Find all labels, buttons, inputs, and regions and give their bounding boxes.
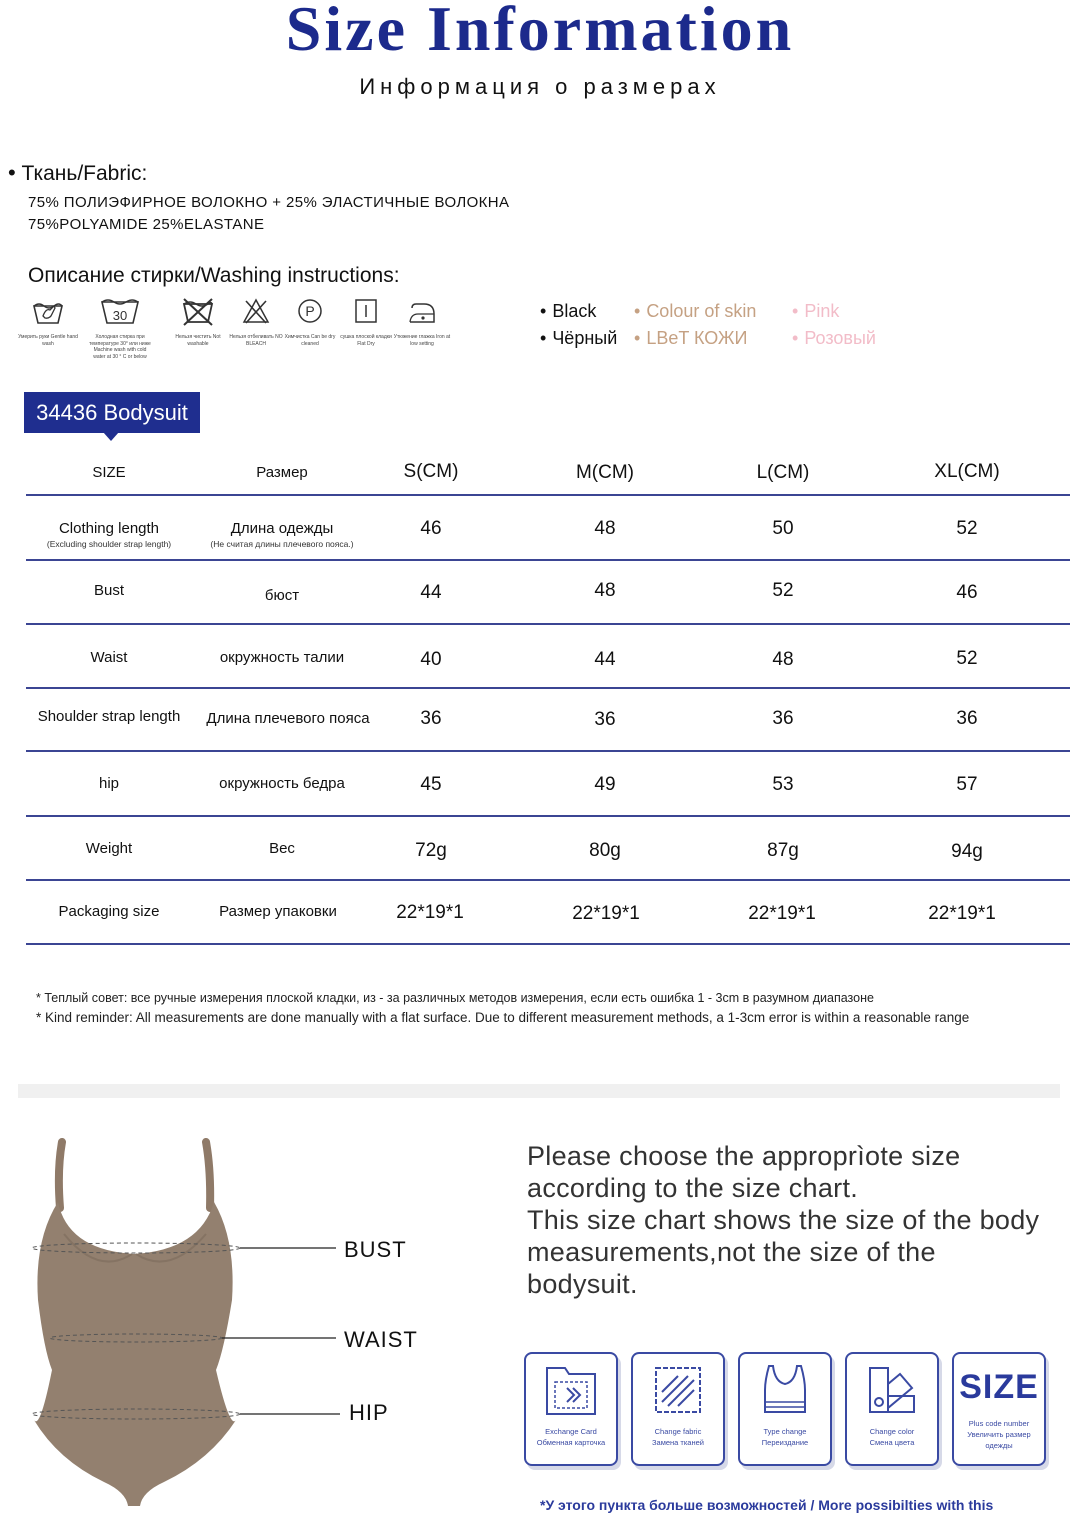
wash-item [392,296,452,347]
table-divider [26,943,1070,945]
row-label-ru: окружность талии [219,649,345,666]
row-label-en: Bust [93,582,124,599]
row-label-en: Waist [90,649,128,666]
row-label-en: Shoulder strap length [37,708,181,725]
exchange-card-icon [541,1362,601,1420]
wash-caption: Умерить руки Gentle hand wash [18,334,78,347]
wash-caption: Нельзя отбеливать NO BLEACH [229,334,283,347]
do-not-wash-icon [180,296,216,326]
color-option-skin: • Colour of skin [634,301,757,321]
table-cell: 49 [594,774,616,795]
row-label-note: (Не считая длины плечевого пояса.) [210,539,354,549]
wash-item [226,296,286,347]
row-label-en: Packaging size [58,903,160,920]
row-label-ru: Размер упаковки [219,903,337,920]
table-cell: 36 [420,708,442,729]
color-option-black: • Black [540,301,597,321]
table-divider [26,559,1070,561]
table-cell: 48 [594,518,616,539]
table-header-xl: XL(CM) [934,461,1000,482]
table-cell: 94g [951,841,983,862]
table-divider [26,623,1070,625]
table-cell: 87g [767,840,799,861]
table-cell: 80g [589,840,621,861]
table-divider [26,750,1070,752]
bullet-icon: • [540,301,547,321]
wash-item [88,296,152,360]
measurement-note-en: * Kind reminder: All measurements are done manually with a flat surface. Due to different measurement methods, a 1-3cm error is within a reasonable range [36,1010,970,1025]
bullet-icon: • [634,328,641,348]
table-cell: 22*19*1 [928,903,996,924]
table-cell: 57 [956,774,978,795]
table-cell: 44 [420,582,442,603]
table-cell: 52 [772,580,794,601]
fabric-heading [8,160,147,186]
color-option-pink-ru: • Розовый [792,328,876,348]
table-cell: 22*19*1 [572,903,640,924]
wash-item [168,296,228,347]
table-header-m: M(CM) [575,462,635,483]
table-cell: 50 [772,518,794,539]
service-card-type [738,1352,832,1466]
size-icon: SIZE [959,1368,1039,1406]
washing-heading: Описание стирки/Washing instructions: [28,264,400,287]
table-cell: 48 [594,580,616,601]
table-cell: 36 [772,708,794,729]
change-color-icon [862,1362,922,1420]
row-label-en: Weight [85,840,133,857]
row-label-ru: Вес [269,840,295,857]
table-cell: 36 [956,708,978,729]
hand-wash-icon [31,296,65,326]
row-label-ru: бюст [264,587,300,604]
dry-clean-icon [295,296,325,326]
table-cell: 36 [594,709,616,730]
bust-label: BUST [344,1237,407,1262]
table-divider [26,494,1070,496]
service-card-color [845,1352,939,1466]
service-caption: Exchange Card Обменная карточка [536,1427,606,1447]
bullet-icon: • [792,328,799,348]
wash-caption: Холодная стирка при температуре 30° или ниже Machine wash with cold water at 30 ° C or below [89,334,151,360]
service-caption: Type change Переиздание [761,1427,809,1447]
table-cell: 45 [420,774,442,795]
flat-dry-icon [351,296,381,326]
table-divider [26,815,1070,817]
low-iron-icon [406,296,438,326]
wash-caption: Утюжение глажка Iron at low setting [393,334,451,347]
bodysuit-illustration [24,1130,354,1520]
service-caption: Change fabric Замена тканей [652,1427,704,1447]
table-cell: 53 [772,774,794,795]
wash-caption: Химчистка Can be dry cleaned [284,334,336,347]
service-caption: Plus code number Увеличить размер одежды [967,1419,1031,1450]
table-header-ru: Размер [256,464,308,481]
table-cell: 48 [772,649,794,670]
service-card-size [952,1352,1046,1466]
row-label-ru: Длина одежды (Не считая длины плечевого пояса.) [196,520,368,549]
product-tab: 34436 Bodysuit [24,392,200,433]
table-header-size: SIZE [92,464,126,481]
row-label-ru: окружность бедра [219,775,345,792]
table-header-s: S(CM) [403,461,459,482]
bullet-icon: • [540,328,547,348]
size-instructions: Please choose the approprìote size according to the size chart. This size chart shows the size of the body measurements,not the size of the bodysuit. [527,1141,1040,1299]
hip-label: HIP [349,1400,389,1425]
page-subtitle: Информация о размерах [359,74,721,99]
table-cell: 52 [956,518,978,539]
measurement-note-ru: * Теплый совет: все ручные измерения плоской кладки, из - за различных методов измерения, если есть ошибка 1 - 3cm в разумном диапазоне [36,991,874,1005]
table-header-l: L(CM) [756,462,810,483]
table-cell: 72g [415,840,447,861]
table-cell: 46 [420,518,442,539]
machine-wash-30-icon [99,296,141,326]
fabric-composition-ru: 75% ПОЛИЭФИРНОЕ ВОЛОКНО + 25% ЭЛАСТИЧНЫЕ ВОЛОКНА [28,194,510,211]
section-divider [18,1084,1060,1098]
type-change-icon [755,1362,815,1420]
color-option-pink: • Pink [792,301,840,321]
row-label-en: Clothing length (Excluding shoulder strap length) [24,520,194,549]
bullet-icon: • [8,160,16,185]
table-divider [26,879,1070,881]
table-cell: 22*19*1 [396,902,464,923]
footer-note: *У этого пункта больше возможностей / More possibilties with this [540,1497,994,1513]
waist-label: WAIST [344,1327,418,1352]
bullet-icon: • [792,301,799,321]
product-tab-pointer [103,432,119,441]
table-cell: 44 [594,649,616,670]
row-label-ru: Длина плечевого пояса [206,710,370,727]
wash-item [336,296,396,347]
wash-caption: Нельзя чистить Not washable [175,334,221,347]
wash-item [280,296,340,347]
color-option-black-ru: • Чёрный [540,328,618,348]
bullet-icon: • [634,301,641,321]
service-card-fabric [631,1352,725,1466]
table-cell: 46 [956,582,978,603]
color-option-skin-ru: • LBeT КОЖИ [634,328,748,348]
wash-caption: сушка плоской кладки Flat Dry [340,334,392,347]
fabric-heading-text: Ткань/Fabric: [21,162,148,185]
svg-text:P: P [305,303,315,319]
svg-text:30: 30 [112,308,128,323]
no-bleach-icon [241,296,271,326]
service-caption: Change color Смена цвета [869,1427,915,1447]
row-label-note: (Excluding shoulder strap length) [46,539,172,549]
change-fabric-icon [648,1362,708,1420]
table-cell: 40 [420,649,442,670]
table-cell: 52 [956,648,978,669]
table-divider [26,687,1070,689]
fabric-composition-en: 75%POLYAMIDE 25%ELASTANE [28,216,265,233]
page-title: Size Information [285,0,795,64]
row-label-en: hip [98,775,120,792]
table-cell: 22*19*1 [748,903,816,924]
service-card-exchange [524,1352,618,1466]
wash-item [18,296,78,347]
